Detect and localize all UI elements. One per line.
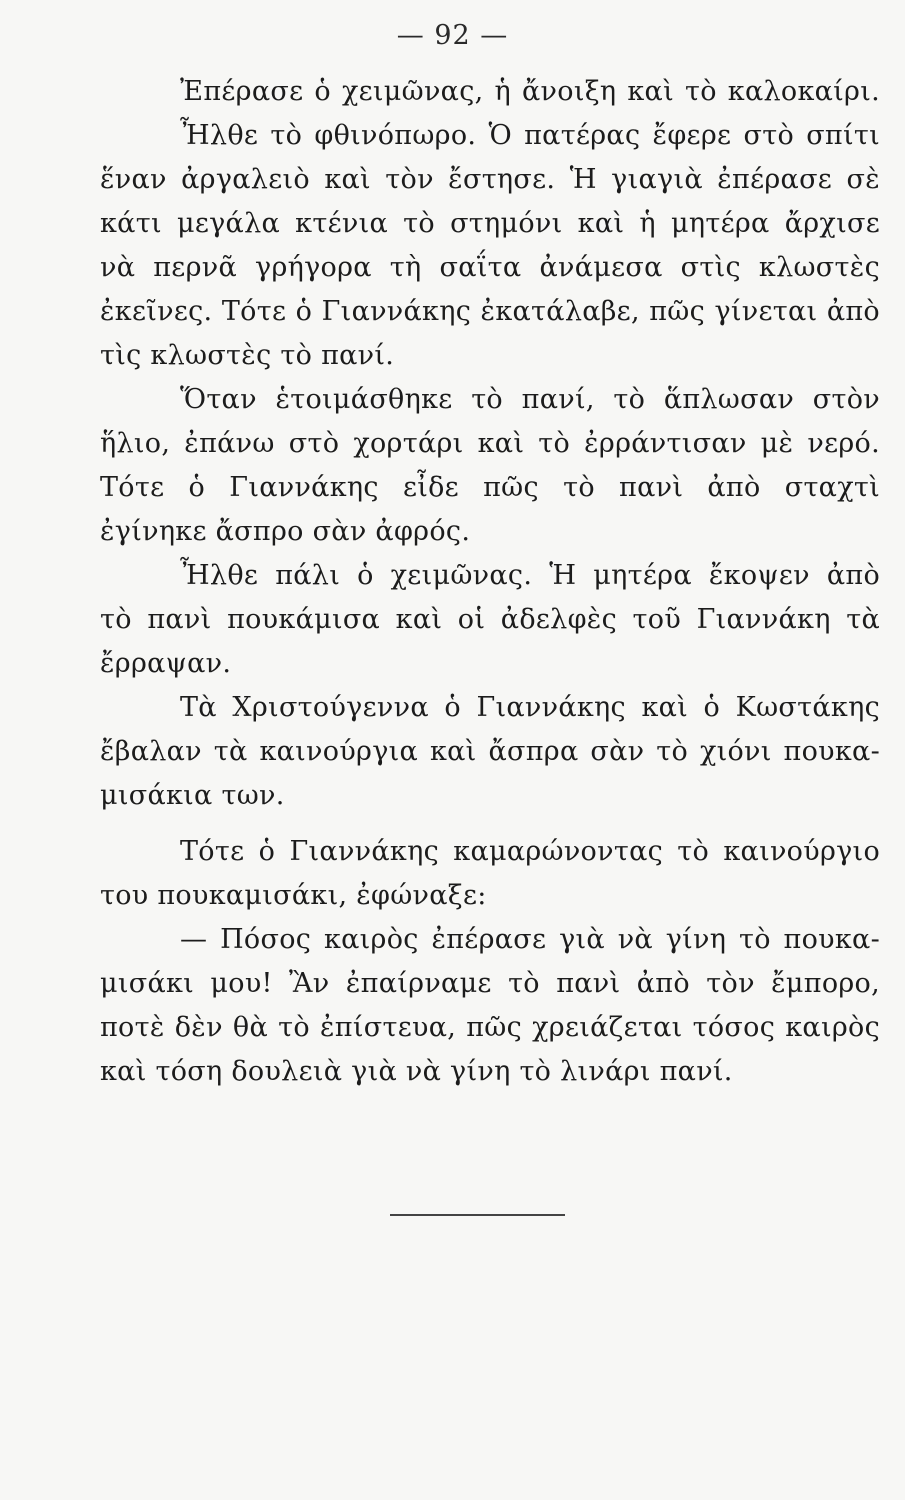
end-rule-divider <box>390 1214 565 1216</box>
page-number: — 92 — <box>396 20 509 51</box>
text-line: — Πόσος καιρὸς ἐπέρασε γιὰ νὰ γίνη τὸ πουκα- <box>180 924 880 955</box>
text-line: ἕναν ἀργαλειὸ καὶ τὸν ἔστησε. Ἡ γιαγιὰ ἐπέρασε σὲ <box>100 164 880 195</box>
page-text <box>100 70 880 1094</box>
text-line: νὰ περνᾶ γρήγορα τὴ σαΐτα ἀνάμεσα στὶς κλωστὲς <box>100 252 880 283</box>
text-line: ἐκεῖνες. Τότε ὁ Γιαννάκης ἐκατάλαβε, πῶς γίνεται ἀπὸ <box>100 296 880 327</box>
text-line: Ἐπέρασε ὁ χειμῶνας, ἡ ἄνοιξη καὶ τὸ καλοκαίρι. <box>180 76 880 107</box>
text-line: ἔρραψαν. <box>100 648 232 679</box>
text-line: ποτὲ δὲν θὰ τὸ ἐπίστευα, πῶς χρειάζεται τόσος καιρὸς <box>100 1012 880 1043</box>
text-line: Τὰ Χριστούγεννα ὁ Γιαννάκης καὶ ὁ Κωστάκης <box>180 692 880 723</box>
text-line: μισάκι μου! Ἂν ἐπαίρναμε τὸ πανὶ ἀπὸ τὸν ἔμπορο, <box>100 968 880 999</box>
text-line: Ἦλθε πάλι ὁ χειμῶνας. Ἡ μητέρα ἔκοψεν ἀπὸ <box>180 560 880 591</box>
text-line: κάτι μεγάλα κτένια τὸ στημόνι καὶ ἡ μητέρα ἄρχισε <box>100 208 880 239</box>
text-line: μισάκια των. <box>100 780 285 811</box>
text-line: Τότε ὁ Γιαννάκης εἶδε πῶς τὸ πανὶ ἀπὸ σταχτὶ <box>100 472 880 503</box>
text-line: Ὅταν ἑτοιμάσθηκε τὸ πανί, τὸ ἅπλωσαν στὸν <box>180 384 880 415</box>
text-line: Τότε ὁ Γιαννάκης καμαρώνοντας τὸ καινούργιο <box>180 836 880 867</box>
text-line: ἔβαλαν τὰ καινούργια καὶ ἄσπρα σὰν τὸ χιόνι πουκα- <box>100 736 880 767</box>
text-line: του πουκαμισάκι, ἐφώναξε: <box>100 880 487 911</box>
text-line: Ἦλθε τὸ φθινόπωρο. Ὁ πατέρας ἔφερε στὸ σπίτι <box>180 120 880 151</box>
text-line: τὶς κλωστὲς τὸ πανί. <box>100 340 395 371</box>
text-line: καὶ τόση δουλειὰ γιὰ νὰ γίνη τὸ λινάρι πανί. <box>100 1056 733 1087</box>
text-line: ἥλιο, ἐπάνω στὸ χορτάρι καὶ τὸ ἐρράντισαν μὲ νερό. <box>100 428 880 459</box>
text-line: ἐγίνηκε ἄσπρο σὰν ἀφρός. <box>100 516 471 547</box>
text-line: τὸ πανὶ πουκάμισα καὶ οἱ ἀδελφὲς τοῦ Γιαννάκη τὰ <box>100 604 880 635</box>
